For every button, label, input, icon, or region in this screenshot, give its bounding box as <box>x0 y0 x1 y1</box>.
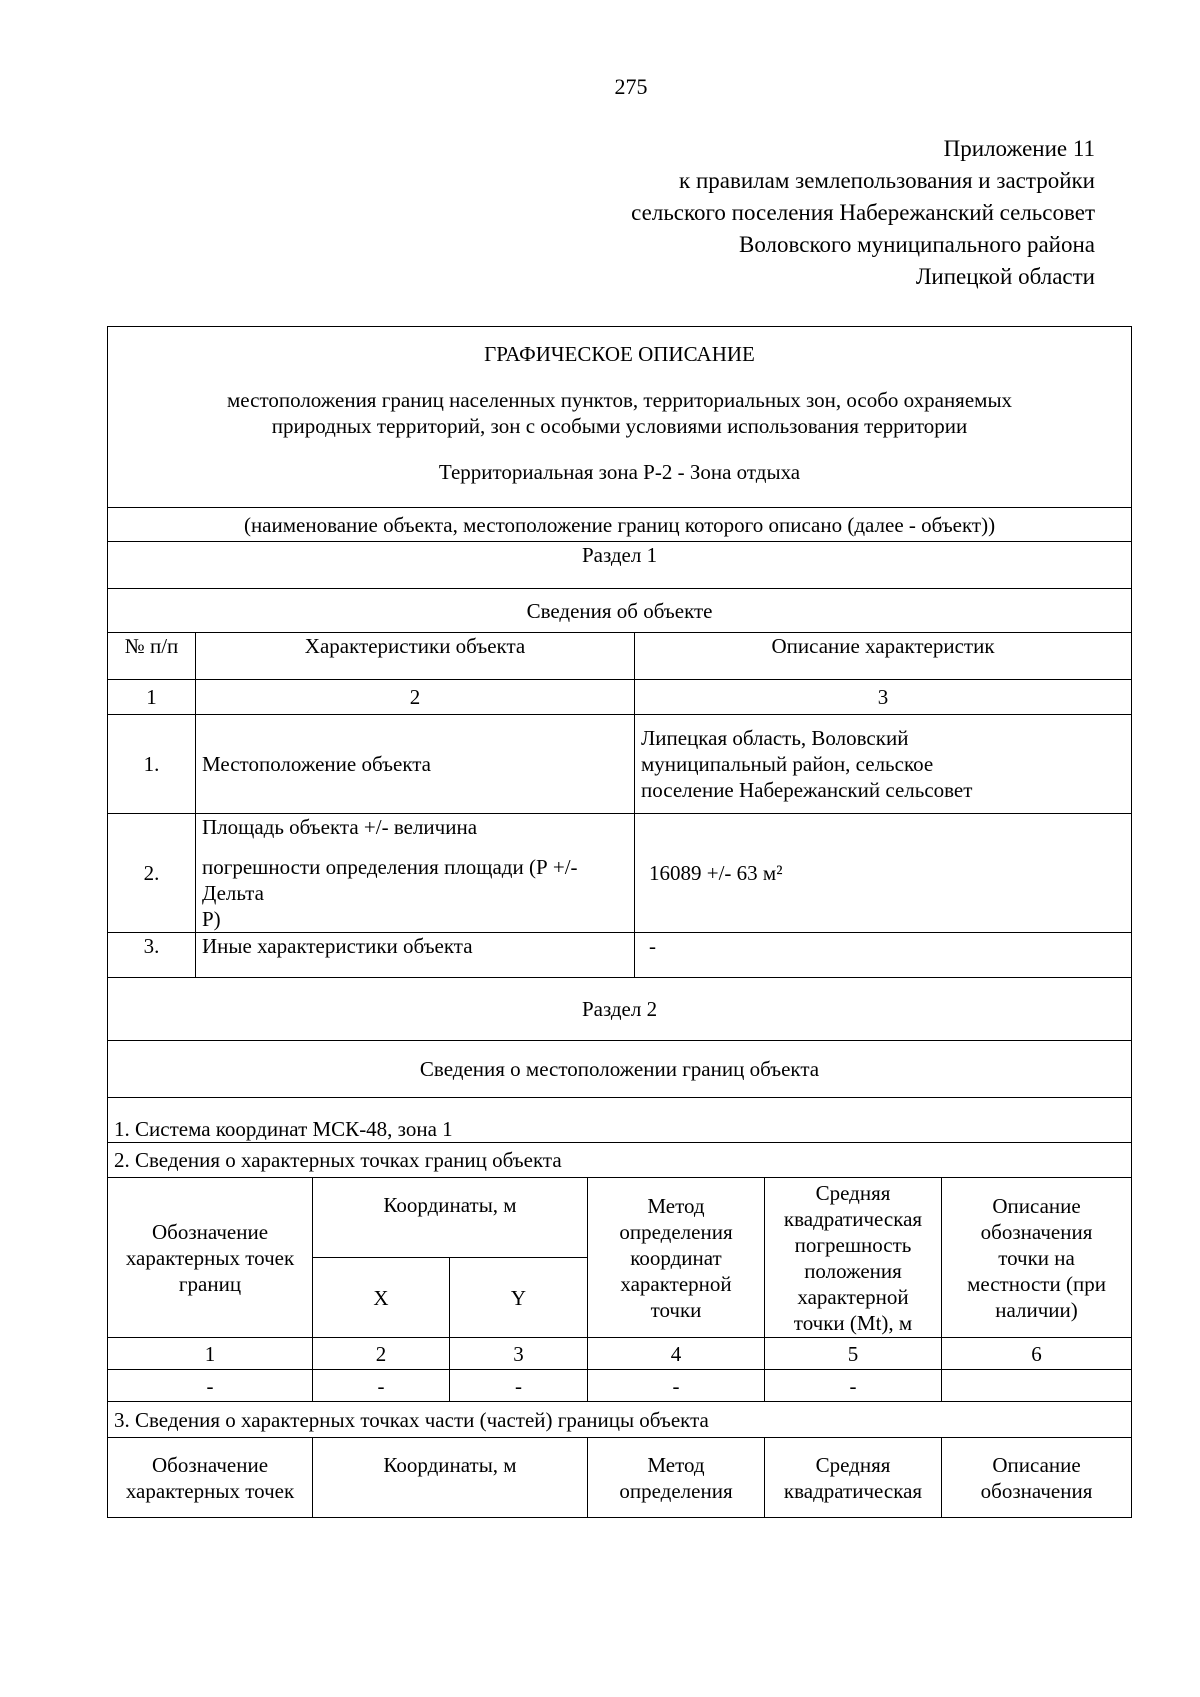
part-header-accuracy: Средняя квадратическая <box>765 1438 942 1518</box>
part-header-coordinates: Координаты, м <box>313 1438 588 1518</box>
col-header-description: Описание характеристик <box>635 633 1132 680</box>
coordinate-system: 1. Система координат МСК-48, зона 1 <box>108 1098 1132 1143</box>
row-number: 3. <box>108 933 196 978</box>
description-line: природных территорий, зон с особыми условиями использования территории <box>271 414 968 438</box>
column-number: 2 <box>196 680 635 715</box>
column-number: 3 <box>635 680 1132 715</box>
table-cell: - <box>313 1370 450 1402</box>
page-number: 275 <box>614 74 648 99</box>
header-y: Y <box>450 1258 588 1338</box>
section1-title: Раздел 1 <box>108 542 1132 589</box>
value-line: муниципальный район, сельское <box>641 752 934 776</box>
table-row <box>108 933 1132 978</box>
table-cell <box>942 1370 1132 1402</box>
table-cell: - <box>765 1370 942 1402</box>
label-line: Площадь объекта +/- величина <box>202 815 478 839</box>
part-header-description: Описание обозначения <box>942 1438 1132 1518</box>
col-header-number: № п/п <box>108 633 196 680</box>
column-number: 6 <box>942 1338 1132 1370</box>
value-line: поселение Набережанский сельсовет <box>641 778 973 802</box>
part-points-title: 3. Сведения о характерных точках части (частей) границы объекта <box>108 1402 1132 1438</box>
table-row <box>108 814 1132 933</box>
row-label: Иные характеристики объекта <box>196 933 635 978</box>
col-header-characteristics: Характеристики объекта <box>196 633 635 680</box>
table-cell: - <box>588 1370 765 1402</box>
zone-name: Территориальная зона Р-2 - Зона отдыха <box>438 460 801 484</box>
table-row <box>108 1370 1132 1402</box>
section2-title: Раздел 2 <box>108 978 1132 1041</box>
section1-subtitle: Сведения об объекте <box>108 589 1132 633</box>
document-description <box>114 387 1125 439</box>
document-header-cell <box>108 327 1132 508</box>
header-point-description: Описание обозначения точки на местности (при наличии) <box>942 1178 1132 1338</box>
row-number: 2. <box>108 814 196 933</box>
row-label <box>196 814 635 933</box>
table-cell: - <box>450 1370 588 1402</box>
label-line: Р) <box>202 907 221 931</box>
column-number: 1 <box>108 680 196 715</box>
appendix-line: к правилам землепользования и застройки <box>679 168 1095 193</box>
row-value: - <box>635 933 1132 978</box>
label-line: погрешности определения площади (Р +/- Дельта <box>202 855 578 905</box>
column-number: 2 <box>313 1338 450 1370</box>
description-line: местоположения границ населенных пунктов, территориальных зон, особо охраняемых <box>227 388 1013 412</box>
zone-note: (наименование объекта, местоположение границ которого описано (далее - объект)) <box>108 508 1132 542</box>
value-line: Липецкая область, Воловский <box>641 726 909 750</box>
table-row <box>108 715 1132 814</box>
appendix-line: Липецкой области <box>915 264 1095 289</box>
row-number: 1. <box>108 715 196 814</box>
column-number: 4 <box>588 1338 765 1370</box>
header-accuracy: Средняя квадратическая погрешность положения характерной точки (Mt), м <box>765 1178 942 1338</box>
part-header-designation: Обозначение характерных точек <box>108 1438 313 1518</box>
column-number: 1 <box>108 1338 313 1370</box>
table-cell: - <box>108 1370 313 1402</box>
column-number: 5 <box>765 1338 942 1370</box>
appendix-block <box>631 133 1095 293</box>
appendix-line: Воловского муниципального района <box>739 232 1095 257</box>
header-designation: Обозначение характерных точек границ <box>108 1178 313 1338</box>
part-header-method: Метод определения <box>588 1438 765 1518</box>
graphic-description-table <box>107 326 1132 1518</box>
header-method: Метод определения координат характерной точки <box>588 1178 765 1338</box>
row-value <box>635 715 1132 814</box>
document-title: ГРАФИЧЕСКОЕ ОПИСАНИЕ <box>484 342 755 366</box>
header-x: X <box>313 1258 450 1338</box>
appendix-line: сельского поселения Набережанский сельсовет <box>631 200 1095 225</box>
row-value: 16089 +/- 63 м² <box>635 814 1132 933</box>
appendix-line: Приложение 11 <box>943 136 1095 161</box>
column-number: 3 <box>450 1338 588 1370</box>
points-title: 2. Сведения о характерных точках границ объекта <box>108 1143 1132 1178</box>
header-coordinates: Координаты, м <box>313 1178 588 1258</box>
section2-subtitle: Сведения о местоположении границ объекта <box>108 1041 1132 1098</box>
row-label: Местоположение объекта <box>196 715 635 814</box>
